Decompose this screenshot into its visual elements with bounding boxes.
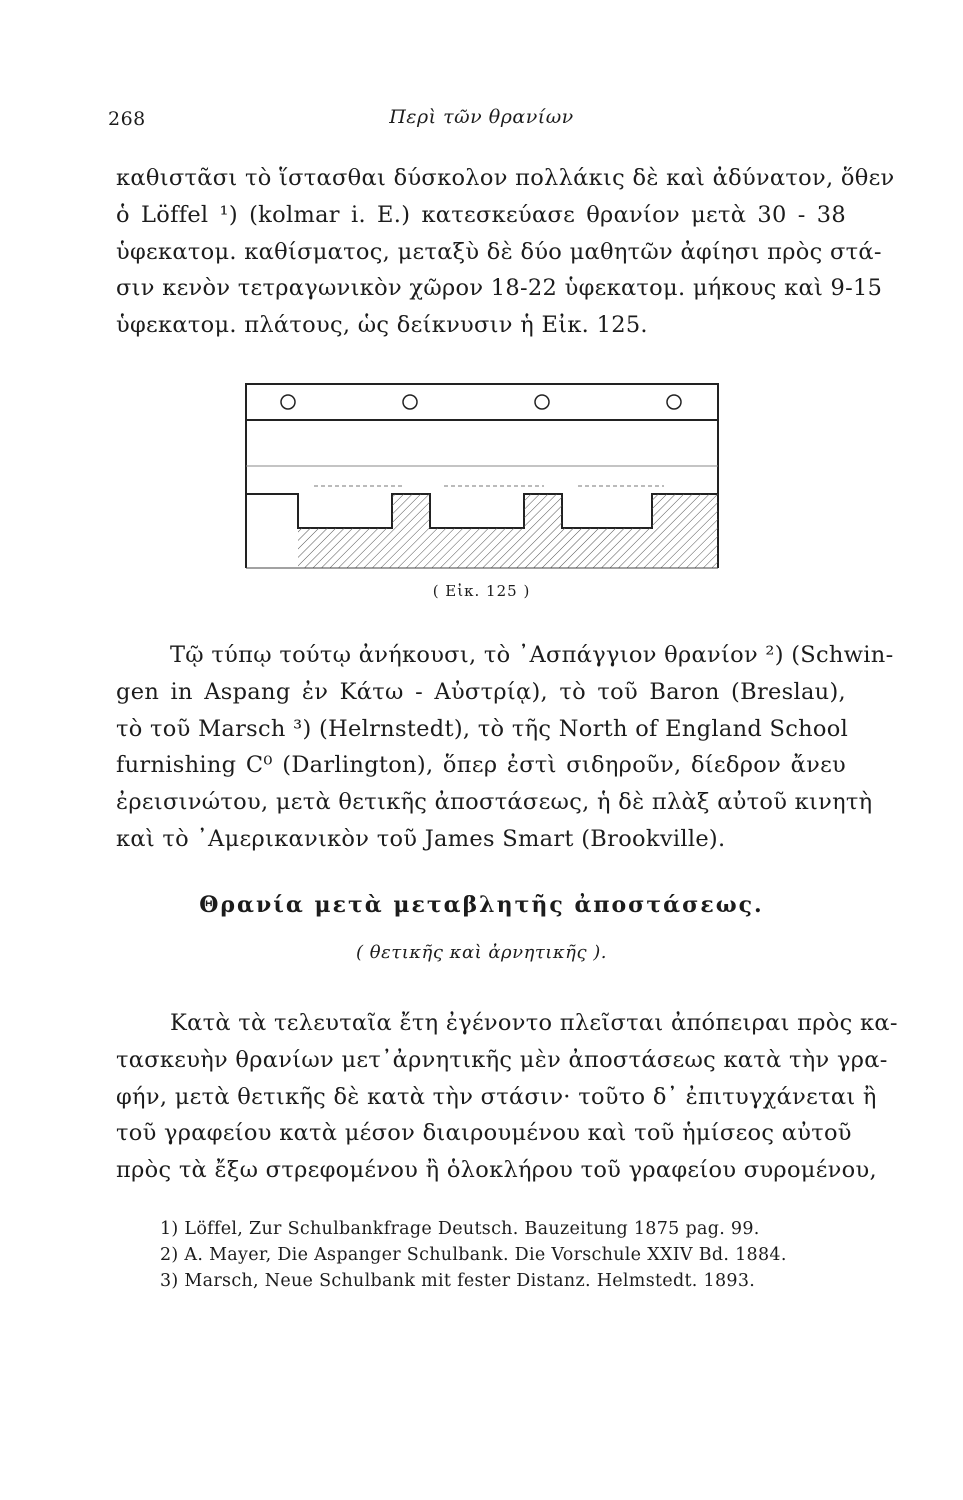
section-subheading: ( θετικῆς καὶ ἀρνητικῆς ).	[356, 942, 607, 963]
text-line: τοῦ γραφείου κατὰ μέσον διαιρουμένου καὶ τοῦ ἡμίσεος αὐτοῦ	[116, 1120, 852, 1147]
figure-125-desk-plan	[244, 382, 720, 572]
inkwell-hole	[667, 395, 681, 409]
text-line: τασκευὴν θρανίων μετ᾿ἀρνητικῆς μὲν ἀποστάσεως κατὰ τὴν γρα-	[116, 1046, 888, 1073]
figure-caption: ( Εἰκ. 125 )	[432, 582, 531, 600]
seat-area	[562, 528, 652, 568]
text-line: ὑφεκατομ. καθίσματος, μεταξὺ δὲ δύο μαθητῶν ἀφίησι πρὸς στά-	[116, 238, 882, 265]
seat-area	[430, 528, 524, 568]
text-line: Κατὰ τὰ τελευταῖα ἔτη ἐγένοντο πλεῖσται ἀπόπειραι πρὸς κα-	[170, 1010, 898, 1036]
text-line: καθιστᾶσι τὸ ἵστασθαι δύσκολον πολλάκις δὲ καὶ ἀδύνατον, ὅθεν	[116, 165, 895, 191]
section-heading: Θρανία μετὰ μεταβλητῆς ἀποστάσεως.	[199, 892, 764, 918]
desk-plan-drawing	[244, 382, 720, 572]
text-line: ὁ Löffel ¹) (kolmar i. E.) κατεσκεύασε θρανίον μετὰ 30 - 38	[116, 201, 846, 228]
text-line: φήν, μετὰ θετικῆς δὲ κατὰ τὴν στάσιν· τοῦτο δ᾿ ἐπιτυγχάνεται ἢ	[116, 1083, 877, 1110]
text-line: ὑφεκατομ. πλάτους, ὡς δείκνυσιν ἡ Εἰκ. 125.	[116, 312, 648, 339]
footnote-2: 2) A. Mayer, Die Aspanger Schulbank. Die Vorschule XXIV Bd. 1884.	[160, 1245, 787, 1265]
footnotes	[160, 1216, 860, 1294]
paragraph-2	[116, 637, 894, 858]
seat-area	[524, 494, 562, 568]
desk-board	[246, 384, 718, 420]
running-title: Περὶ τῶν θρανίων	[389, 106, 574, 128]
text-line: furnishing C⁰ (Darlington), ὅπερ ἐστὶ σιδηροῦν, δίεδρον ἄνευ	[116, 752, 846, 779]
text-line: ἐρεισινώτου, μετὰ θετικῆς ἀποστάσεως, ἡ δὲ πλὰξ αὐτοῦ κινητὴ	[116, 789, 873, 816]
seat-area	[652, 494, 718, 568]
text-line: σιν κενὸν τετραγωνικὸν χῶρον 18-22 ὑφεκατομ. μήκους καὶ 9-15	[116, 275, 883, 302]
footnote-3: 3) Marsch, Neue Schulbank mit fester Distanz. Helmstedt. 1893.	[160, 1271, 756, 1291]
seat-area	[392, 494, 430, 568]
page-number: 268	[108, 108, 146, 130]
paragraph-1	[116, 160, 895, 344]
text-line: Τῷ τύπῳ τούτῳ ἀνήκουσι, τὸ ᾿Ασπάγγιον θρανίον ²) (Schwin-	[170, 642, 894, 668]
text-line: καὶ τὸ ᾿Αμερικανικὸν τοῦ James Smart (Brookville).	[116, 825, 726, 852]
seat-outline	[246, 494, 718, 528]
text-line: πρὸς τὰ ἔξω στρεφομένου ἢ ὁλοκλήρου τοῦ γραφείου συρομένου,	[116, 1157, 877, 1184]
paragraph-3	[116, 1005, 898, 1189]
inkwell-hole	[535, 395, 549, 409]
inkwell-hole	[281, 395, 295, 409]
text-line: gen in Aspang ἐν Κάτω - Αὐστρίᾳ), τὸ τοῦ Baron (Breslau),	[116, 678, 846, 705]
footnote-1: 1) Löffel, Zur Schulbankfrage Deutsch. Bauzeitung 1875 pag. 99.	[160, 1219, 760, 1239]
inkwell-hole	[403, 395, 417, 409]
seat-area	[298, 528, 392, 568]
text-line: τὸ τοῦ Marsch ³) (Helrnstedt), τὸ τῆς North of England School	[116, 715, 849, 742]
